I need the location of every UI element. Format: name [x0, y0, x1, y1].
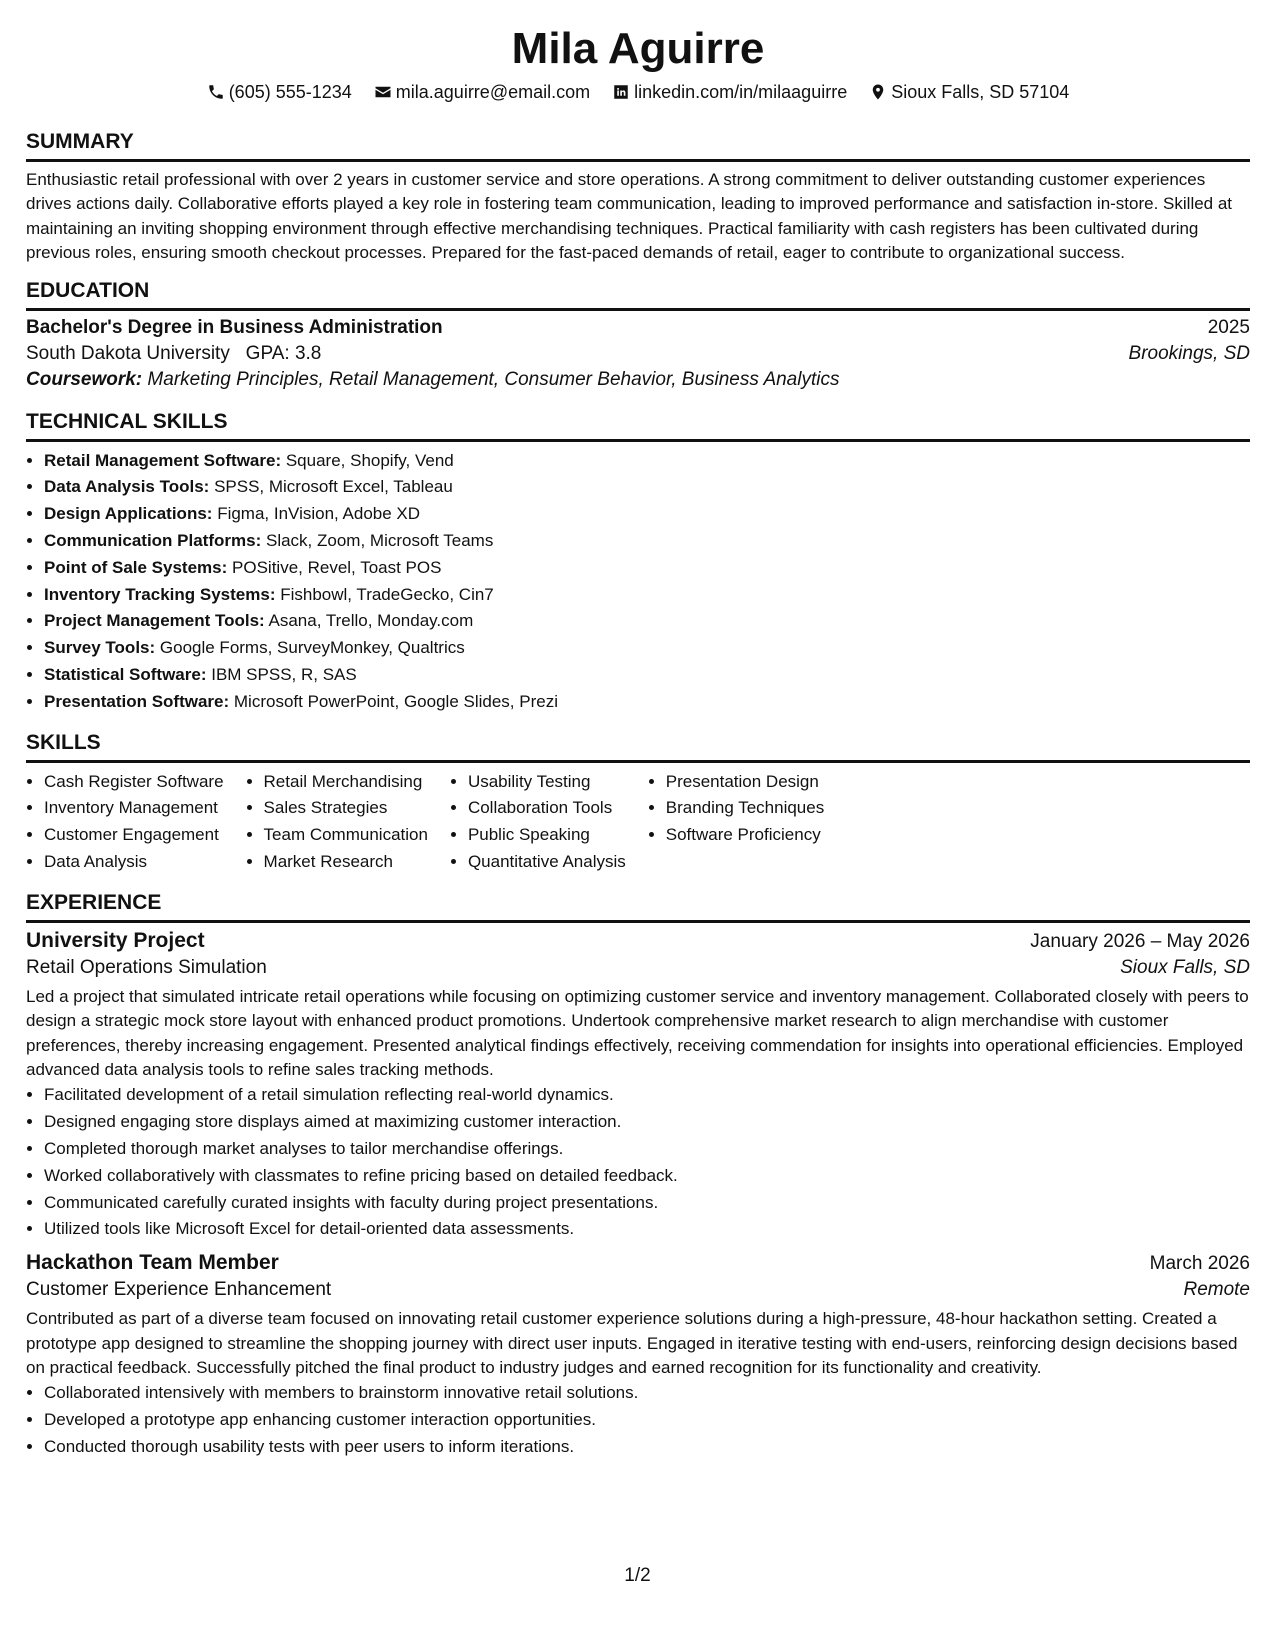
coursework-line	[26, 369, 1250, 391]
school-name: South Dakota University	[26, 342, 230, 364]
skills-column	[648, 769, 824, 876]
coursework-label: Coursework:	[26, 368, 143, 390]
map-pin-icon	[869, 83, 887, 101]
phone-icon	[207, 83, 225, 101]
list-item: • Software Proficiency	[666, 822, 824, 849]
list-item: • Survey Tools: Google Forms, SurveyMonkey, Qualtrics	[44, 635, 1250, 662]
job-subtitle: Customer Experience Enhancement	[26, 1279, 332, 1301]
degree-date: 2025	[1207, 316, 1250, 338]
list-item: • Cash Register Software	[44, 769, 224, 796]
skills-column	[246, 769, 428, 876]
list-item: • Completed thorough market analyses to tailor merchandise offerings.	[44, 1136, 1250, 1163]
list-item: • Customer Engagement	[44, 822, 224, 849]
degree-title: Bachelor's Degree in Business Administration	[26, 316, 443, 338]
summary-section	[26, 129, 1250, 266]
list-item: • Team Communication	[264, 822, 428, 849]
technical-skills-list	[26, 448, 1250, 716]
list-item: • Communicated carefully curated insights with faculty during project presentations.	[44, 1190, 1250, 1217]
envelope-icon	[374, 83, 392, 101]
job-date: January 2026 – May 2026	[1030, 930, 1250, 952]
job-title: University Project	[26, 928, 205, 952]
job-subtitle: Retail Operations Simulation	[26, 956, 267, 978]
list-item: • Quantitative Analysis	[468, 849, 626, 876]
contact-location: Sioux Falls, SD 57104	[869, 80, 1069, 104]
contact-linkedin[interactable]: linkedin.com/in/milaaguirre	[612, 80, 847, 104]
job-bullets	[26, 1380, 1250, 1460]
list-item: • Designed engaging store displays aimed at maximizing customer interaction.	[44, 1109, 1250, 1136]
job-entry	[26, 929, 1250, 1243]
list-item: • Developed a prototype app enhancing customer interaction opportunities.	[44, 1407, 1250, 1434]
summary-text: Enthusiastic retail professional with over 2 years in customer service and store operations. A strong commitment to deliver outstanding customer experiences drives actions daily. Collaborative efforts played a key role in fostering team communication, leading to improved performance and satisfaction in-store. Skilled at maintaining an inviting shopping environment through effective merchandising techniques. Practical familiarity with cash registers has been cultivated during previous roles, ensuring smooth checkout processes. Prepared for the fast-paced demands of retail, eager to contribute to organizational success.	[26, 170, 1233, 263]
list-item: • Facilitated development of a retail simulation reflecting real-world dynamics.	[44, 1082, 1250, 1109]
list-item: • Point of Sale Systems: POSitive, Revel, Toast POS	[44, 555, 1250, 582]
education-heading: EDUCATION	[26, 278, 1250, 311]
technical-skills-heading: TECHNICAL SKILLS	[26, 409, 1250, 442]
list-item: • Statistical Software: IBM SPSS, R, SAS	[44, 662, 1250, 689]
list-item: • Retail Merchandising	[264, 769, 428, 796]
skills-column	[26, 769, 224, 876]
job-description: Contributed as part of a diverse team focused on innovating retail customer experience solutions during a high-pressure, 48-hour hackathon setting. Created a prototype app designed to streamline the shopping journey with direct user inputs. Engaged in iterative testing with end-users, reinforcing design decisions based on practical feedback. Successfully pitched the final product to industry judges and earned recognition for its functionality and creativity.	[26, 1309, 1238, 1377]
contact-email[interactable]: mila.aguirre@email.com	[374, 80, 590, 104]
technical-skills-section	[26, 409, 1250, 716]
skills-section	[26, 730, 1250, 876]
list-item: • Inventory Tracking Systems: Fishbowl, TradeGecko, Cin7	[44, 582, 1250, 609]
education-section	[26, 278, 1250, 391]
list-item: • Presentation Design	[666, 769, 824, 796]
list-item: • Market Research	[264, 849, 428, 876]
contact-bar	[26, 80, 1250, 104]
job-title: Hackathon Team Member	[26, 1251, 279, 1275]
list-item: • Utilized tools like Microsoft Excel for detail-oriented data assessments.	[44, 1216, 1250, 1243]
list-item: • Data Analysis Tools: SPSS, Microsoft Excel, Tableau	[44, 474, 1250, 501]
resume-page	[26, 0, 1250, 1461]
list-item: • Collaboration Tools	[468, 795, 626, 822]
list-item: • Worked collaboratively with classmates to refine pricing based on detailed feedback.	[44, 1163, 1250, 1190]
contact-phone: (605) 555-1234	[207, 80, 352, 104]
page-number: 1/2	[624, 1565, 651, 1586]
candidate-name: Mila Aguirre	[511, 24, 765, 73]
school-line	[26, 343, 321, 365]
job-date: March 2026	[1149, 1253, 1250, 1275]
list-item: • Communication Platforms: Slack, Zoom, Microsoft Teams	[44, 528, 1250, 555]
job-location: Remote	[1183, 1279, 1250, 1301]
job-entry	[26, 1251, 1250, 1461]
coursework-list: Marketing Principles, Retail Management, Consumer Behavior, Business Analytics	[147, 368, 840, 390]
skills-grid	[26, 769, 1250, 876]
list-item: • Project Management Tools: Asana, Trello, Monday.com	[44, 608, 1250, 635]
job-location: Sioux Falls, SD	[1120, 956, 1250, 978]
list-item: • Retail Management Software: Square, Shopify, Vend	[44, 448, 1250, 475]
list-item: • Usability Testing	[468, 769, 626, 796]
list-item: • Inventory Management	[44, 795, 224, 822]
list-item: • Collaborated intensively with members to brainstorm innovative retail solutions.	[44, 1380, 1250, 1407]
list-item: • Branding Techniques	[666, 795, 824, 822]
school-location: Brookings, SD	[1128, 342, 1250, 364]
job-description: Led a project that simulated intricate retail operations while focusing on optimizing customer service and inventory management. Collaborated closely with peers to design a strategic mock store layout with enhanced product promotions. Undertook comprehensive market research to align merchandise with customer preferences, thereby increasing engagement. Presented analytical findings effectively, receiving commendation for insights into operational efficiencies. Employed advanced data analysis tools to refine sales tracking methods.	[26, 986, 1249, 1079]
experience-section	[26, 890, 1250, 1461]
list-item: • Presentation Software: Microsoft PowerPoint, Google Slides, Prezi	[44, 689, 1250, 716]
skills-column	[450, 769, 626, 876]
summary-heading: SUMMARY	[26, 129, 1250, 162]
linkedin-icon	[612, 83, 630, 101]
list-item: • Data Analysis	[44, 849, 224, 876]
job-bullets	[26, 1082, 1250, 1243]
list-item: • Public Speaking	[468, 822, 626, 849]
experience-heading: EXPERIENCE	[26, 890, 1250, 923]
skills-heading: SKILLS	[26, 730, 1250, 763]
list-item: • Sales Strategies	[264, 795, 428, 822]
list-item: • Design Applications: Figma, InVision, Adobe XD	[44, 501, 1250, 528]
list-item: • Conducted thorough usability tests with peer users to inform iterations.	[44, 1434, 1250, 1461]
gpa: GPA: 3.8	[245, 342, 322, 364]
